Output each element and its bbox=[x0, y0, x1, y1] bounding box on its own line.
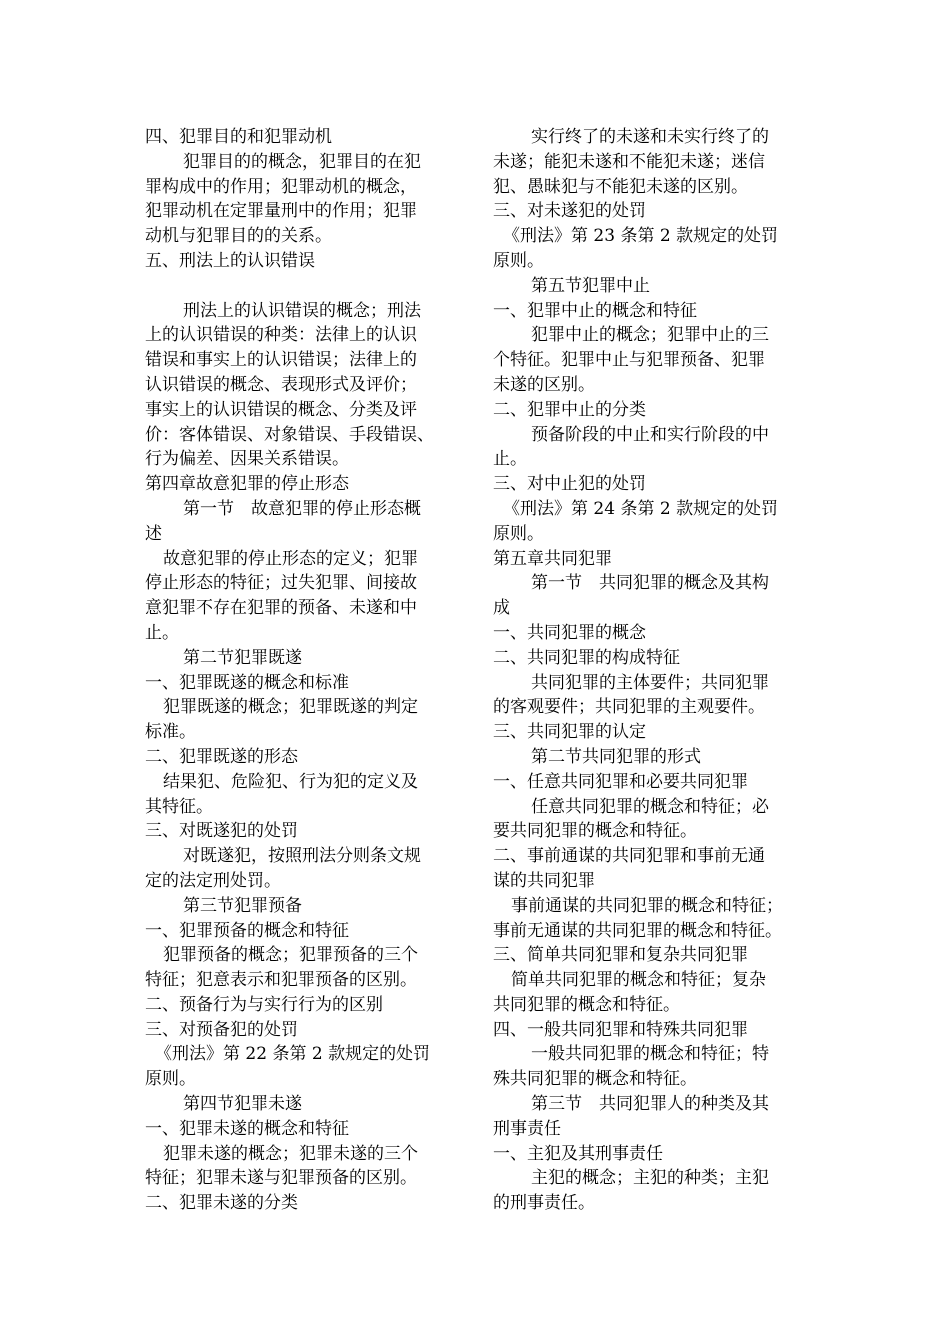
left-column-line: 特征；犯意表示和犯罪预备的区别。 bbox=[145, 970, 417, 991]
left-column-line: 三、对既遂犯的处罚 bbox=[145, 821, 298, 842]
right-column-line: 成 bbox=[493, 598, 510, 619]
right-column-line: 犯、愚昧犯与不能犯未遂的区别。 bbox=[493, 176, 748, 197]
right-column-line: 二、事前通谋的共同犯罪和事前无通 bbox=[493, 846, 765, 867]
left-column-line: 价：客体错误、对象错误、手段错误、 bbox=[145, 424, 434, 445]
right-column-line: 简单共同犯罪的概念和特征；复杂 bbox=[511, 970, 766, 991]
right-column-line: 个特征。犯罪中止与犯罪预备、犯罪 bbox=[493, 350, 765, 371]
left-column-line: 犯罪既遂的概念；犯罪既遂的判定 bbox=[163, 697, 418, 718]
right-column-line: 犯罪中止的概念；犯罪中止的三 bbox=[531, 325, 769, 346]
right-column-line: 三、简单共同犯罪和复杂共同犯罪 bbox=[493, 945, 748, 966]
left-column-line: 罪构成中的作用；犯罪动机的概念， bbox=[145, 176, 417, 197]
left-column-line: 标准。 bbox=[145, 722, 196, 743]
left-column-line: 《刑法》第 22 条第 2 款规定的处罚 bbox=[155, 1044, 431, 1065]
right-column-line: 三、共同犯罪的认定 bbox=[493, 722, 646, 743]
right-column-line: 三、对未遂犯的处罚 bbox=[493, 201, 646, 222]
right-column-line: 二、共同犯罪的构成特征 bbox=[493, 647, 680, 668]
right-column-line: 未遂的区别。 bbox=[493, 374, 595, 395]
right-column-line: 共同犯罪的主体要件；共同犯罪 bbox=[531, 672, 769, 693]
left-column-line: 事实上的认识错误的概念、分类及评 bbox=[145, 399, 417, 420]
left-column-line: 第一节 故意犯罪的停止形态概 bbox=[183, 498, 421, 519]
right-column-line: 原则。 bbox=[493, 250, 544, 271]
left-column-line: 其特征。 bbox=[145, 796, 213, 817]
right-column-line: 殊共同犯罪的概念和特征。 bbox=[493, 1069, 697, 1090]
left-column-line: 止。 bbox=[145, 622, 179, 643]
left-column-line: 认识错误的概念、表现形式及评价； bbox=[145, 374, 417, 395]
left-column-line: 停止形态的特征；过失犯罪、间接故 bbox=[145, 573, 417, 594]
left-column-line bbox=[145, 274, 475, 299]
right-column-line: 第一节 共同犯罪的概念及其构 bbox=[531, 573, 769, 594]
left-column-line: 三、对预备犯的处罚 bbox=[145, 1019, 298, 1040]
left-column-line: 一、犯罪预备的概念和特征 bbox=[145, 920, 349, 941]
right-column-line: 一、主犯及其刑事责任 bbox=[493, 1143, 663, 1164]
right-column-line: 《刑法》第 24 条第 2 款规定的处罚 bbox=[503, 498, 779, 519]
right-column-line: 一般共同犯罪的概念和特征；特 bbox=[531, 1044, 769, 1065]
right-column-line: 事前无通谋的共同犯罪的概念和特征。 bbox=[493, 920, 782, 941]
left-column-line: 二、犯罪未遂的分类 bbox=[145, 1193, 298, 1214]
right-column-line: 实行终了的未遂和未实行终了的 bbox=[531, 127, 769, 147]
right-column-line: 止。 bbox=[493, 449, 527, 470]
right-column-line: 第三节 共同犯罪人的种类及其 bbox=[531, 1094, 769, 1115]
right-column-line: 的客观要件；共同犯罪的主观要件。 bbox=[493, 697, 765, 718]
left-column-line: 第四章故意犯罪的停止形态 bbox=[145, 474, 349, 495]
right-column-line: 三、对中止犯的处罚 bbox=[493, 474, 646, 495]
left-column-line: 第二节犯罪既遂 bbox=[183, 647, 302, 668]
right-column-line: 事前通谋的共同犯罪的概念和特征； bbox=[511, 895, 783, 916]
right-column-line: 一、共同犯罪的概念 bbox=[493, 622, 646, 643]
right-column-line: 四、一般共同犯罪和特殊共同犯罪 bbox=[493, 1019, 748, 1040]
left-column-line: 一、犯罪未遂的概念和特征 bbox=[145, 1118, 349, 1139]
right-column-line: 任意共同犯罪的概念和特征；必 bbox=[531, 796, 769, 817]
right-column-line: 刑事责任 bbox=[493, 1118, 561, 1139]
right-column-line: 《刑法》第 23 条第 2 款规定的处罚 bbox=[503, 226, 779, 247]
right-column-line: 第二节共同犯罪的形式 bbox=[531, 746, 701, 767]
left-column-line: 动机与犯罪目的的关系。 bbox=[145, 226, 332, 247]
left-column bbox=[145, 125, 475, 1216]
left-column-line: 错误和事实上的认识错误；法律上的 bbox=[145, 350, 417, 371]
right-column bbox=[493, 125, 823, 1216]
right-column-line: 预备阶段的中止和实行阶段的中 bbox=[531, 424, 769, 445]
right-column-line: 谋的共同犯罪 bbox=[493, 870, 595, 891]
left-column-line: 上的认识错误的种类：法律上的认识 bbox=[145, 325, 417, 346]
left-column-line: 五、刑法上的认识错误 bbox=[145, 250, 315, 271]
right-column-line: 共同犯罪的概念和特征。 bbox=[493, 994, 680, 1015]
right-column-line: 一、任意共同犯罪和必要共同犯罪 bbox=[493, 771, 748, 792]
right-column-line: 第五节犯罪中止 bbox=[531, 275, 650, 296]
left-column-line: 意犯罪不存在犯罪的预备、未遂和中 bbox=[145, 598, 417, 619]
right-column-line: 主犯的概念；主犯的种类；主犯 bbox=[531, 1168, 769, 1189]
left-column-line: 犯罪目的的概念，犯罪目的在犯 bbox=[183, 151, 421, 172]
left-column-line: 结果犯、危险犯、行为犯的定义及 bbox=[163, 771, 418, 792]
left-column-line: 定的法定刑处罚。 bbox=[145, 870, 281, 891]
left-column-line: 二、犯罪既遂的形态 bbox=[145, 746, 298, 767]
left-column-line: 对既遂犯，按照刑法分则条文规 bbox=[183, 846, 421, 867]
left-column-line: 一、犯罪既遂的概念和标准 bbox=[145, 672, 349, 693]
left-column-line: 犯罪动机在定罪量刑中的作用；犯罪 bbox=[145, 201, 417, 222]
left-column-line: 故意犯罪的停止形态的定义；犯罪 bbox=[163, 548, 418, 569]
right-column-line: 第五章共同犯罪 bbox=[493, 548, 612, 569]
right-column-line: 一、犯罪中止的概念和特征 bbox=[493, 300, 697, 321]
right-column-line: 的刑事责任。 bbox=[493, 1193, 595, 1214]
left-column-line: 刑法上的认识错误的概念；刑法 bbox=[183, 300, 421, 321]
right-column-line: 未遂；能犯未遂和不能犯未遂；迷信 bbox=[493, 151, 765, 172]
right-column-line: 二、犯罪中止的分类 bbox=[493, 399, 646, 420]
left-column-line: 原则。 bbox=[145, 1069, 196, 1090]
left-column-line: 第三节犯罪预备 bbox=[183, 895, 302, 916]
left-column-line: 特征；犯罪未遂与犯罪预备的区别。 bbox=[145, 1168, 417, 1189]
left-column-line: 述 bbox=[145, 523, 162, 544]
left-column-line: 第四节犯罪未遂 bbox=[183, 1094, 302, 1115]
right-column-line: 原则。 bbox=[493, 523, 544, 544]
left-column-line: 犯罪预备的概念；犯罪预备的三个 bbox=[163, 945, 418, 966]
right-column-line: 要共同犯罪的概念和特征。 bbox=[493, 821, 697, 842]
left-column-line: 四、犯罪目的和犯罪动机 bbox=[145, 127, 332, 147]
left-column-line: 犯罪未遂的概念；犯罪未遂的三个 bbox=[163, 1143, 418, 1164]
left-column-line: 行为偏差、因果关系错误。 bbox=[145, 449, 349, 470]
left-column-line: 二、预备行为与实行行为的区别 bbox=[145, 994, 383, 1015]
